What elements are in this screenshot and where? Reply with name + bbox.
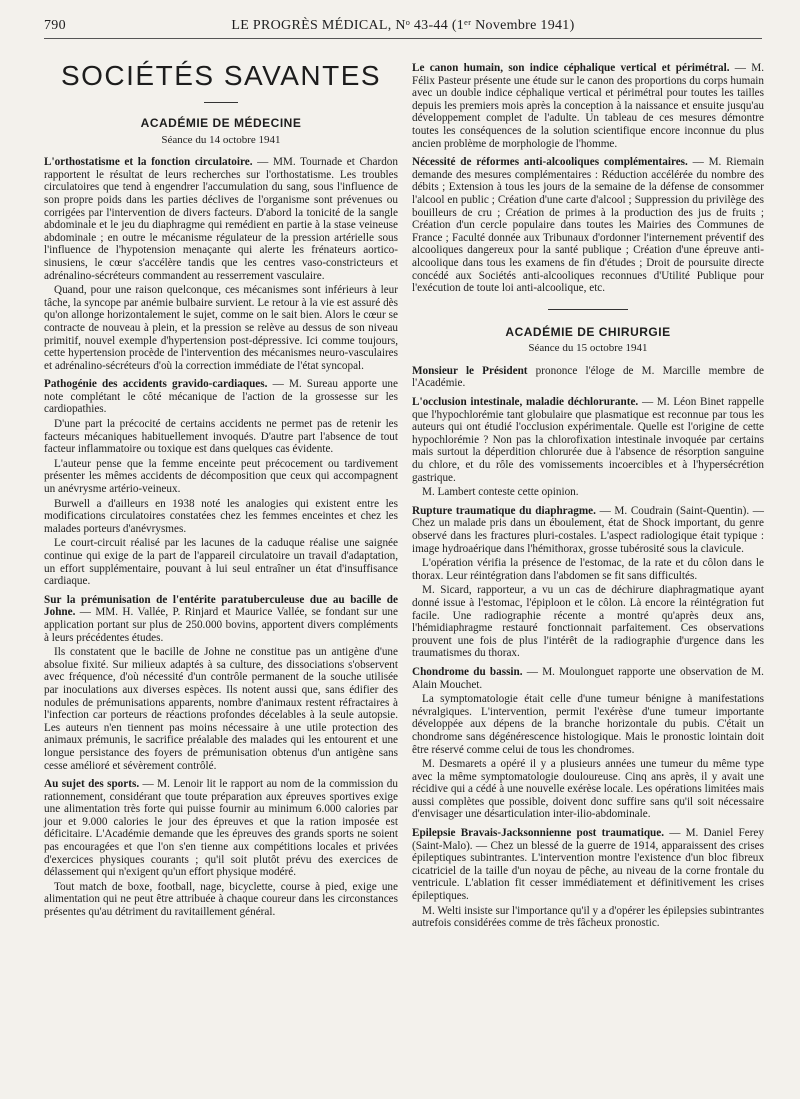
paragraph: L'auteur pense que la femme enceinte peut précocement ou tardivement présenter les mêmes accidents de décomposition que ceux qui accompagnent un anévrysme artério-veineux.	[44, 457, 398, 496]
academy-heading-chirurgie: ACADÉMIE DE CHIRURGIE	[505, 324, 671, 339]
article-text: — M. Moulonguet rapporte une observation de M. Alain Mouchet.	[412, 665, 764, 691]
article-text: — M. Coudrain (Saint-Quentin). — Chez un malade pris dans un éboulement, état de Shock important, du genre observé dans les fractures pluri-costales. L'aspect radiologique était typique : image hydroaérique dans l'hémithorax, grosse tubérosité sous la clavicule.	[412, 504, 764, 555]
article-premunisation	[44, 594, 398, 644]
paragraph: M. Welti insiste sur l'importance qu'il y a d'opérer les épilepsies subintrantes autrefois considérées comme de très fâcheux pronostic.	[412, 904, 764, 930]
article-heading: Rupture traumatique du diaphragme.	[412, 504, 596, 517]
paragraph: La symptomatologie était celle d'une tumeur bénigne à manifestations névralgiques. L'intervention, permit l'exérèse d'une tumeur importante développée aux dépens de la branche horizontale du pubis. C'était un chondrome sans dégénérescence histologique. Mais le pronostic lointain doit être réservé comme celui de tous les chondromes.	[412, 693, 764, 756]
article-heading: Pathogénie des accidents gravido-cardiaques.	[44, 378, 268, 391]
article-pathogenie	[44, 378, 398, 416]
article-text: — M. Félix Pasteur présente une étude sur le canon des proportions du corps humain avec un double indice céphalique vertical et périmétral pour toutes les tailles depuis les premiers mois après la conception à la naissance et ensuite jusqu'au développement complet de l'adulte. Un tableau de ces mesures démontre toutes les conséquences de la solution scientifique encore inconnue du plus ancien problème de morphologie de l'homme.	[412, 62, 764, 150]
session-date-medecine: Séance du 14 octobre 1941	[161, 133, 281, 146]
article-anti-alcooliques	[412, 156, 764, 295]
article-epilepsie	[412, 827, 764, 903]
article-heading: Le canon humain, son indice céphalique vertical et périmétral.	[412, 62, 730, 74]
paragraph: L'opération vérifia la présence de l'estomac, de la rate et du côlon dans le thorax. Leur réintégration dans l'abdomen se fit sans difficultés.	[412, 557, 764, 582]
article-text: prononce l'éloge de M. Marcille membre de l'Académie.	[412, 364, 764, 390]
paragraph: D'une part la précocité de certains accidents ne permet pas de retenir les facteurs mécaniques habituellement invoqués. D'autre part l'absence de tout facteur inflammatoire ou toxique est dans quelques cas évidente.	[44, 418, 398, 456]
article-rupture-diaphragme	[412, 505, 764, 555]
section-title: SOCIÉTÉS SAVANTES	[60, 60, 382, 91]
right-column	[412, 46, 764, 932]
journal-title: LE PROGRÈS MÉDICAL, Nᵒ 43-44 (1ᵉʳ Novembre 1941)	[231, 18, 575, 33]
article-text: — M. Daniel Ferey (Saint-Malo). — Chez un blessé de la guerre de 1914, apparaissent des crises épileptiques subintrantes. L'intervention montre l'existence d'un bloc fibreux cicatriciel de la taille d'un noyau de pêche, au niveau de la corne frontale du ventricule. L'ablation fit cesser immédiatement et définitivement les crises épileptiques.	[412, 827, 764, 903]
article-occlusion	[412, 396, 764, 484]
article-heading: Chondrome du bassin.	[412, 665, 523, 678]
paragraph: M. Lambert conteste cette opinion.	[422, 486, 579, 499]
article-text: — M. Sureau apporte une note complétant le côté mécanique de l'action de la grossesse sur les cardiopathies.	[44, 378, 398, 416]
article-sports	[44, 778, 398, 879]
paragraph: Tout match de boxe, football, nage, bicyclette, course à pied, exige une alimentation qui ne peut être attribuée à chaque coureur dans les circonstances présentes qu'au détriment du ravitaillement général.	[44, 880, 398, 919]
article-heading: Nécessité de réformes anti-alcooliques complémentaires.	[412, 156, 688, 169]
paragraph: Ils constatent que le bacille de Johne ne constitue pas un antigène d'une absolue fixité. Sur milieux adaptés à sa culture, des dissociations s'observent avec fréquence, d'où nécessité d'un contrôle permanent de la souche utilisée par inoculations aux diverses espèces. Ils notent aussi que, sans édifier des nodules de prémunisations apparents, nombre d'animaux restent réfractaires à l'infection car porteurs de réactions profondes décelables à la seule autopsie. Les auteurs n'en tiennent pas moins nécessaire à une utile protection des animaux prémunis, le sacrifice préalable des malades qui les entourent et une longue persistance des foyers de prémunisation obtenus d'un antigène sans cesse amélioré et sévèrement contrôlé.	[44, 646, 398, 772]
academy-heading-medecine: ACADÉMIE DE MÉDECINE	[140, 116, 302, 130]
article-text: — MM. Tournade et Chardon rapportent le résultat de leurs recherches sur l'orthostatisme. Les troubles circulatoires que tend à engendrer l'accumulation du sang, sous l'influence de son propre poids dans les parties déclives de l'organisme sont prévenues ou corrigées par l'intervention de divers facteurs. D'abord la tonicité de la sangle abdominale et le jeu du diaphragme qui remédient en partie à la stase veineuse abdominale ; en outre le mécanisme régulateur de la pression artérielle sous l'influence de l'hypotension menaçante qui alerte les frénateurs aortico-sinusiens, le cœur s'accélère tandis que les centres vaso-constricteurs et adrénalino-sécréteurs commandent au resserrement vasculaire.	[44, 156, 398, 282]
title-rule	[204, 102, 238, 103]
article-chondrome	[412, 666, 764, 691]
article-text: — M. Riemain demande des mesures complémentaires : Réduction accélérée du nombre des débits ; Extension à tous les jours de la semaine de la défense de consommer l'alcool en public ; Création d'une carte d'alcool ; Suppression du privilège des bouilleurs de cru ; Création de primes à la production des jus de fruits ; Création d'un cercle populaire dans toutes les Mairies des Communes de France ; Faculté donnée aux Tribunaux d'ordonner l'internement préventif des alcooliques dangereux pour la santé publique ; Création d'une épreuve anti-alcoolique dans tous les examens de fin d'études ; Droit de poursuite directe concédé aux Sociétés anti-alcooliques reconnues d'Utilité Publique pour l'exécution de toute loi anti-alcoolique, etc.	[412, 156, 764, 295]
article-president	[412, 365, 764, 390]
article-orthostatisme	[44, 156, 398, 282]
article-heading: Au sujet des sports.	[44, 778, 140, 791]
article-heading: Epilepsie Bravais-Jacksonnienne post traumatique.	[412, 827, 665, 840]
article-text: — MM. H. Vallée, P. Rinjard et Maurice Vallée, se fondant sur une application portant sur plus de 250.000 bovins, apportent divers compléments à leurs précédentes études.	[44, 606, 398, 644]
paragraph: Quand, pour une raison quelconque, ces mécanismes sont inférieurs à leur tâche, la syncope par anémie bulbaire survient. Le retour à la vie est assuré dès qu'on allonge horizontalement le sujet, comme on le sait bien. Alors le cœur se contracte de nouveau à plein, et la pression se relève au dessus de son niveau primitif, nouvel exemple d'hypertension post-dépressive. Ici comme toujours, cette hypertension procède de l'intervention des mécanismes neuro-vasculaires et adrénalino-sécréteurs d'où la correction immédiate de l'état syncopal.	[44, 284, 398, 372]
article-canon-humain	[412, 62, 764, 150]
article-text: — M. Lenoir lit le rapport au nom de la commission du rationnement, considérant que toute préparation aux épreuves sportives exige une alimentation très forte qui puisse fournir au minimum 6.000 calories par jour et 9.000 calories le jour des épreuves et que la ration imposée est déficitaire. L'Académie demande que les épreuves des grands sports ne soient pas encouragées et que l'on s'en tienne aux compétitions locales et privées d'exercices physiques courants ; qu'il soit plutôt prévu des exercices de délassement qui n'exigent qu'un effort physique modéré.	[44, 778, 398, 879]
article-heading: Sur la prémunisation de l'entérite paratuberculeuse due au bacille de Johne.	[44, 593, 398, 619]
article-heading: L'occlusion intestinale, maladie déchlorurante.	[412, 396, 639, 409]
paragraph: M. Sicard, rapporteur, a vu un cas de déchirure diaphragmatique ayant donné issue à l'estomac, l'épiploon et le côlon. Là encore la réintégration fut facile. Une radiographie récente a montré qu'après deux ans, l'hémidiaphragme restauré fonctionnait parfaitement. Ces observations prouvent une fois de plus l'intérêt de la radiographie d'urgence dans les traumatismes du thorax.	[412, 584, 764, 660]
article-text: — M. Léon Binet rappelle que l'hypochlorémie tant globulaire que plasmatique est reconnue par tous les auteurs qui ont étudié l'occlusion expérimentale. Quelle est l'origine de cette hypochlorémie ? Non pas la chlorofixation intestinale invoquée par certains mais surtout la déperdition chlorurée due à l'absence de résorption sanguine du chlore, et du rôle des vomissements incoercibles et à l'hypersécrétion gastrique.	[412, 396, 765, 484]
paragraph: Le court-circuit réalisé par les lacunes de la caduque réalise une saignée continue qui exige de la part de l'appareil circulatoire un travail d'adaptation, un effort supplémentaire, pouvant à lui seul entraîner un état d'insuffisance cardiaque.	[44, 537, 398, 588]
session-date-chirurgie: Séance du 15 octobre 1941	[528, 342, 648, 355]
paragraph: Burwell a d'ailleurs en 1938 noté les analogies qui existent entre les modifications circulatoires constatées chez les femmes enceintes et chez les malades porteurs d'anévrysmes.	[44, 497, 398, 535]
article-heading: Monsieur le Président	[412, 364, 528, 377]
article-heading: L'orthostatisme et la fonction circulatoire.	[44, 156, 253, 169]
page-header	[44, 20, 762, 39]
section-divider	[548, 309, 628, 310]
paragraph: M. Desmarets a opéré il y a plusieurs années une tumeur du même type avec la même symptomatologie douloureuse. Cinq ans après, il y avait une récidive qui a cédé à une nouvelle exérèse locale. Les opérations limitées mais aussi complètes que possible, doivent donc suffire sans qu'il soit nécessaire d'envisager une désarticulation inter-ilio-abdominale.	[412, 758, 764, 821]
left-column	[44, 46, 398, 921]
page-number: 790	[44, 18, 66, 33]
